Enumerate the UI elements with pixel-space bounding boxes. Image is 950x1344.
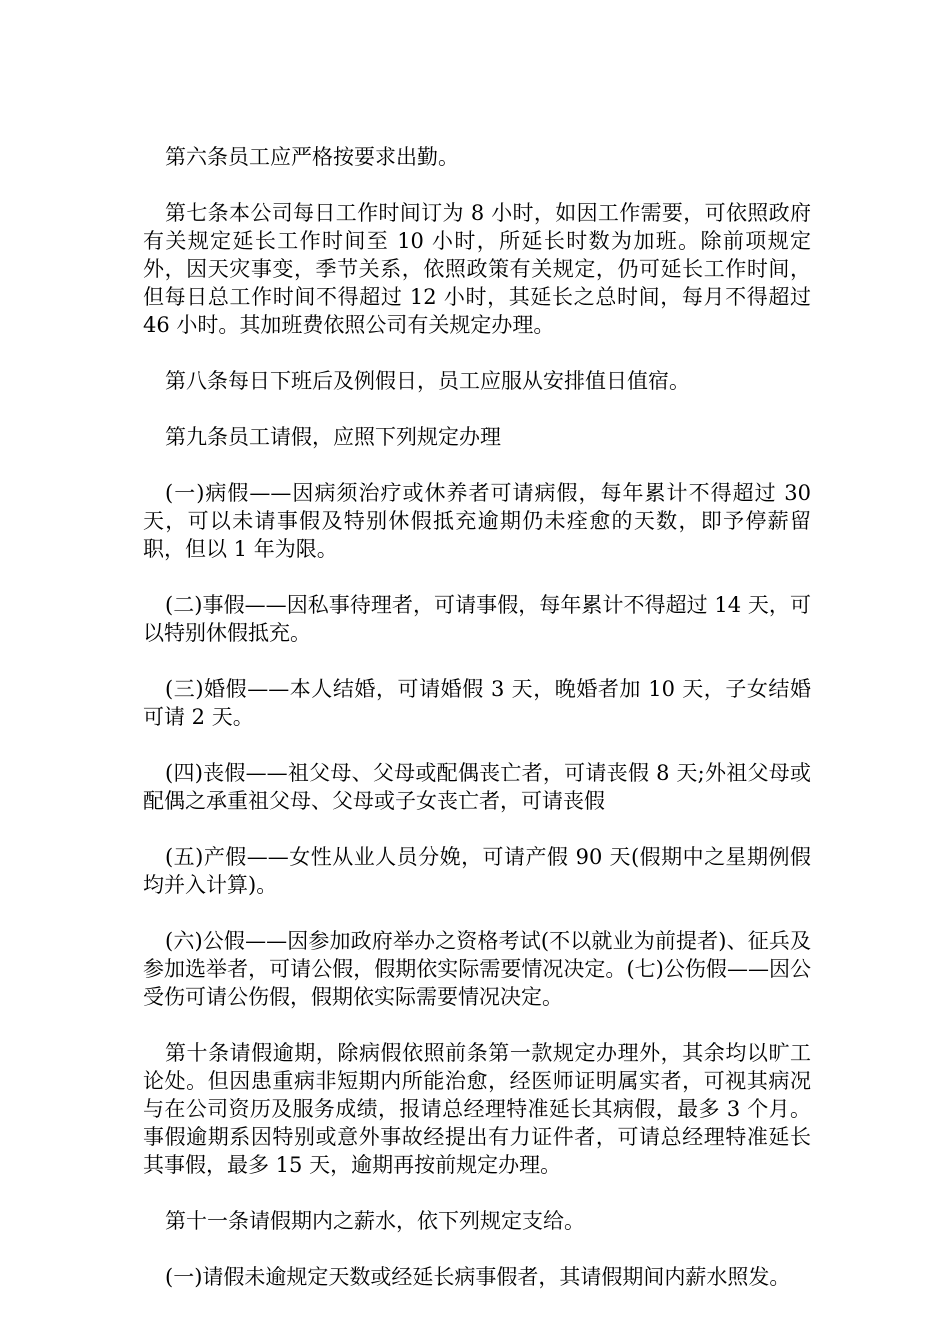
public-leave-paragraph: (六)公假——因参加政府举办之资格考试(不以就业为前提者)、征兵及参加选举者，可请公假，假期依实际需要情况决定。(七)公伤假——因公受伤可请公伤假，假期依实际需要情况决定。 xyxy=(143,929,811,1009)
article-6-paragraph: 第六条员工应严格按要求出勤。 xyxy=(165,145,459,169)
maternity-leave-paragraph: (五)产假——女性从业人员分娩，可请产假 90 天(假期中之星期例假均并入计算)。 xyxy=(143,845,811,897)
document-body xyxy=(143,143,811,1319)
sick-leave-paragraph: (一)病假——因病须治疗或休养者可请病假，每年累计不得超过 30 天，可以未请事假及特别休假抵充逾期仍未痊愈的天数，即予停薪留职，但以 1 年为限。 xyxy=(143,481,811,561)
salary-rule-paragraph: (一)请假未逾规定天数或经延长病事假者，其请假期间内薪水照发。 xyxy=(165,1265,791,1289)
marriage-leave-paragraph: (三)婚假——本人结婚，可请婚假 3 天，晚婚者加 10 天，子女结婚可请 2 天。 xyxy=(143,677,811,729)
article-8-paragraph: 第八条每日下班后及例假日，员工应服从安排值日值宿。 xyxy=(165,369,690,393)
article-7-paragraph: 第七条本公司每日工作时间订为 8 小时，如因工作需要，可依照政府有关规定延长工作时间至 10 小时，所延长时数为加班。除前项规定外，因天灾事变，季节关系，依照政策有关规定，仍可延长工作时间，但每日总工作时间不得超过 12 小时，其延长之总时间，每月不得超过 46 小时。其加班费依照公司有关规定办理。 xyxy=(143,201,811,337)
article-11-paragraph: 第十一条请假期内之薪水，依下列规定支给。 xyxy=(165,1209,585,1233)
article-9-paragraph: 第九条员工请假，应照下列规定办理 xyxy=(165,425,501,449)
bereavement-leave-paragraph: (四)丧假——祖父母、父母或配偶丧亡者，可请丧假 8 天;外祖父母或配偶之承重祖父母、父母或子女丧亡者，可请丧假 xyxy=(143,761,811,813)
personal-leave-paragraph: (二)事假——因私事待理者，可请事假，每年累计不得超过 14 天，可以特别休假抵充。 xyxy=(143,593,811,645)
article-10-paragraph: 第十条请假逾期，除病假依照前条第一款规定办理外，其余均以旷工论处。但因患重病非短期内所能治愈，经医师证明属实者，可视其病况与在公司资历及服务成绩，报请总经理特准延长其病假，最多 3 个月。事假逾期系因特别或意外事故经提出有力证件者，可请总经理特准延长其事假，最多 15 天，逾期再按前规定办理。 xyxy=(143,1041,811,1177)
